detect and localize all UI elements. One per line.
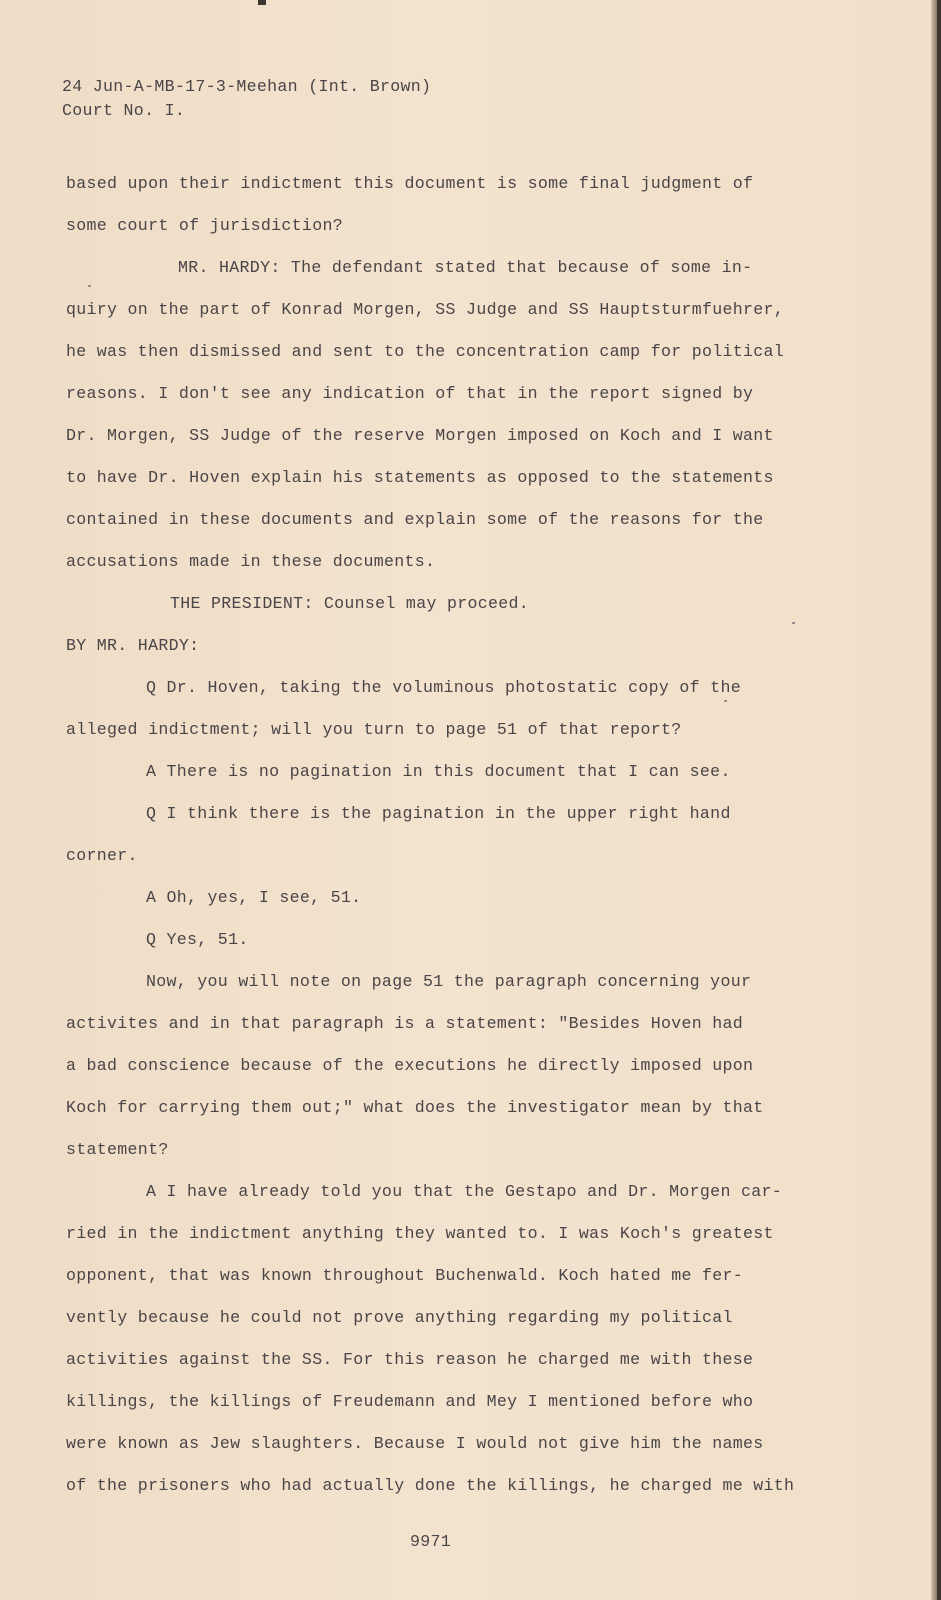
transcript-line: killings, the killings of Freudemann and Mey I mentioned before who bbox=[66, 1392, 754, 1411]
transcript-line: were known as Jew slaughters. Because I would not give him the names bbox=[66, 1434, 764, 1453]
transcript-line: Q I think there is the pagination in the upper right hand bbox=[146, 804, 731, 823]
transcript-line: to have Dr. Hoven explain his statements as opposed to the statements bbox=[66, 468, 774, 487]
transcript-line: Now, you will note on page 51 the paragraph concerning your bbox=[146, 972, 752, 991]
transcript-line: corner. bbox=[66, 846, 138, 865]
header-court-line: Court No. I. bbox=[62, 101, 186, 120]
transcript-line: accusations made in these documents. bbox=[66, 552, 436, 571]
paper-speck bbox=[792, 622, 795, 624]
transcript-line: a bad conscience because of the executions he directly imposed upon bbox=[66, 1056, 754, 1075]
transcript-line: vently because he could not prove anything regarding my political bbox=[66, 1308, 733, 1327]
transcript-line: A Oh, yes, I see, 51. bbox=[146, 888, 362, 907]
transcript-line: he was then dismissed and sent to the concentration camp for political bbox=[66, 342, 785, 361]
transcript-line: activities against the SS. For this reason he charged me with these bbox=[66, 1350, 754, 1369]
document-header bbox=[62, 75, 431, 123]
transcript-line: Dr. Morgen, SS Judge of the reserve Morgen imposed on Koch and I want bbox=[66, 426, 774, 445]
page-edge-shadow bbox=[931, 0, 937, 1600]
transcript-line: activites and in that paragraph is a statement: "Besides Hoven had bbox=[66, 1014, 744, 1033]
transcript-line: alleged indictment; will you turn to page 51 of that report? bbox=[66, 720, 682, 739]
transcript-line: MR. HARDY: The defendant stated that because of some in- bbox=[178, 258, 753, 277]
transcript-line: reasons. I don't see any indication of that in the report signed by bbox=[66, 384, 754, 403]
transcript-line: statement? bbox=[66, 1140, 169, 1159]
transcript-line: contained in these documents and explain some of the reasons for the bbox=[66, 510, 764, 529]
transcript-line: based upon their indictment this document is some final judgment of bbox=[66, 174, 754, 193]
transcript-line: opponent, that was known throughout Buchenwald. Koch hated me fer- bbox=[66, 1266, 744, 1285]
transcript-line: some court of jurisdiction? bbox=[66, 216, 343, 235]
transcript-line: A I have already told you that the Gestapo and Dr. Morgen car- bbox=[146, 1182, 782, 1201]
paper-speck bbox=[724, 700, 727, 702]
paper-speck bbox=[88, 285, 91, 287]
transcript-line: of the prisoners who had actually done the killings, he charged me with bbox=[66, 1476, 795, 1495]
transcript-line: Q Yes, 51. bbox=[146, 930, 249, 949]
transcript-line: Koch for carrying them out;" what does the investigator mean by that bbox=[66, 1098, 764, 1117]
transcript-line: quiry on the part of Konrad Morgen, SS Judge and SS Hauptsturmfuehrer, bbox=[66, 300, 785, 319]
page-number: 9971 bbox=[410, 1532, 452, 1551]
transcript-line: Q Dr. Hoven, taking the voluminous photostatic copy of the bbox=[146, 678, 741, 697]
transcript-line: BY MR. HARDY: bbox=[66, 636, 200, 655]
header-case-line: 24 Jun-A-MB-17-3-Meehan (Int. Brown) bbox=[62, 77, 432, 96]
transcript-line: A There is no pagination in this document that I can see. bbox=[146, 762, 731, 781]
transcript-line: ried in the indictment anything they wanted to. I was Koch's greatest bbox=[66, 1224, 774, 1243]
transcript-line: THE PRESIDENT: Counsel may proceed. bbox=[170, 594, 530, 613]
top-edge-mark bbox=[258, 0, 266, 5]
